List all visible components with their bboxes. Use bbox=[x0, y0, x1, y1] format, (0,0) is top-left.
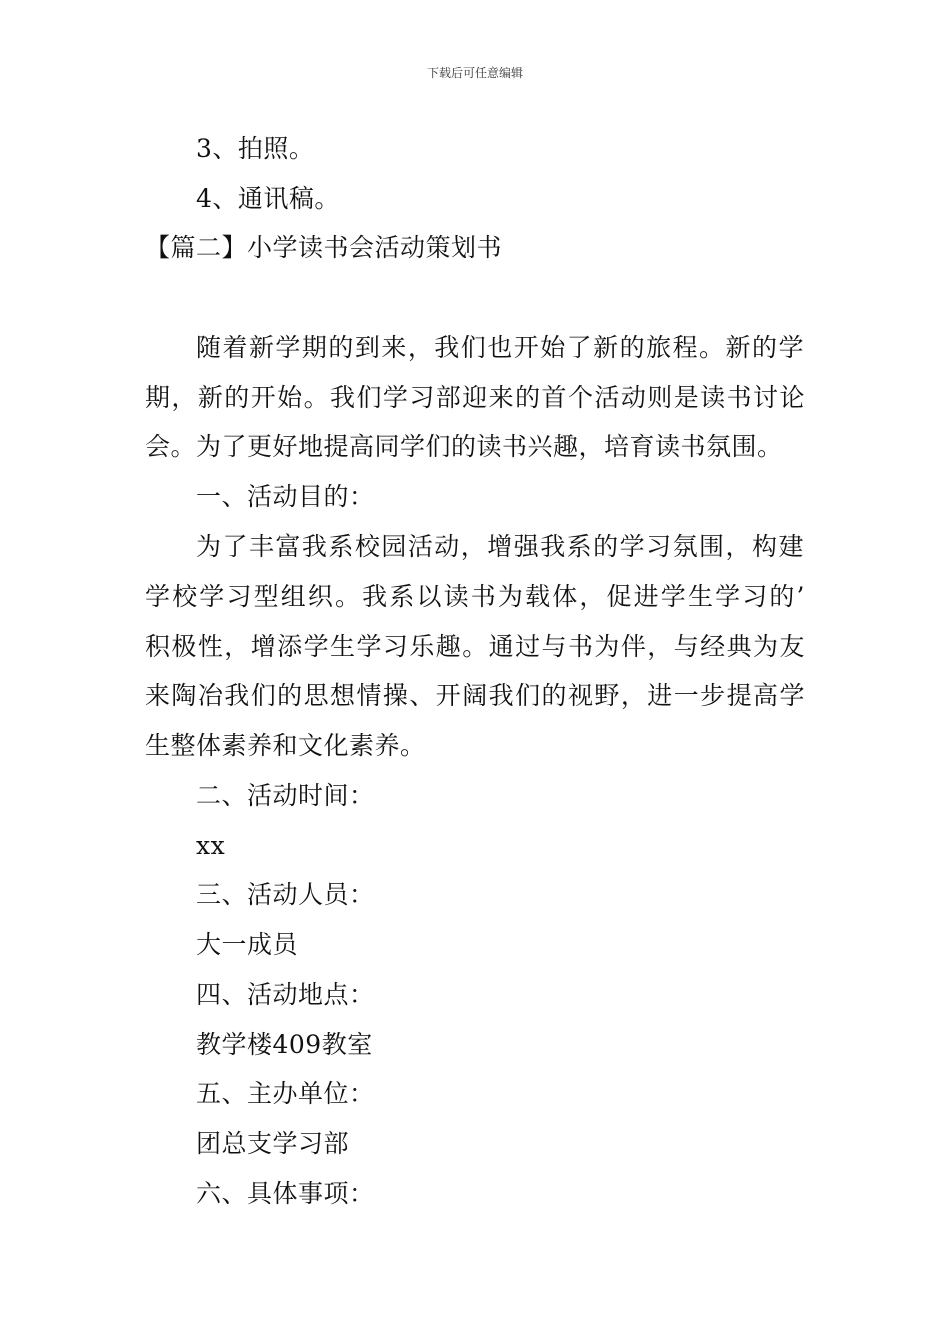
intro-paragraph-line: 随着新学期的到来，我们也开始了新的旅程。新的学 bbox=[196, 333, 804, 362]
details-heading: 六、具体事项： bbox=[196, 1179, 375, 1208]
goal-paragraph-line: 积极性，增添学生学习乐趣。通过与书为伴，与经典为友 bbox=[145, 632, 805, 661]
section-title: 【篇二】小学读书会活动策划书 bbox=[145, 233, 503, 262]
list-item-news-draft: 4、通讯稿。 bbox=[196, 184, 340, 213]
goal-paragraph-line: 学校学习型组织。我系以读书为载体，促进学生学习的’ bbox=[145, 582, 805, 611]
goal-heading: 一、活动目的： bbox=[196, 482, 375, 511]
place-value: 教学楼409教室 bbox=[196, 1030, 373, 1059]
organizer-value: 团总支学习部 bbox=[196, 1129, 350, 1158]
people-value: 大一成员 bbox=[196, 930, 299, 959]
goal-paragraph-line: 为了丰富我系校园活动，增强我系的学习氛围，构建 bbox=[196, 532, 804, 561]
header-note: 下载后可任意编辑 bbox=[426, 66, 523, 80]
people-heading: 三、活动人员： bbox=[196, 880, 375, 909]
goal-paragraph-line: 来陶冶我们的思想情操、开阔我们的视野，进一步提高学 bbox=[145, 681, 805, 710]
list-item-photo: 3、拍照。 bbox=[196, 134, 315, 163]
intro-paragraph-line: 期，新的开始。我们学习部迎来的首个活动则是读书讨论 bbox=[145, 383, 805, 412]
place-heading: 四、活动地点： bbox=[196, 980, 375, 1009]
time-value: xx bbox=[196, 831, 226, 860]
organizer-heading: 五、主办单位： bbox=[196, 1079, 375, 1108]
time-heading: 二、活动时间： bbox=[196, 781, 375, 810]
goal-paragraph-line: 生整体素养和文化素养。 bbox=[145, 731, 426, 760]
intro-paragraph-line: 会。为了更好地提高同学们的读书兴趣，培育读书氛围。 bbox=[145, 432, 783, 461]
